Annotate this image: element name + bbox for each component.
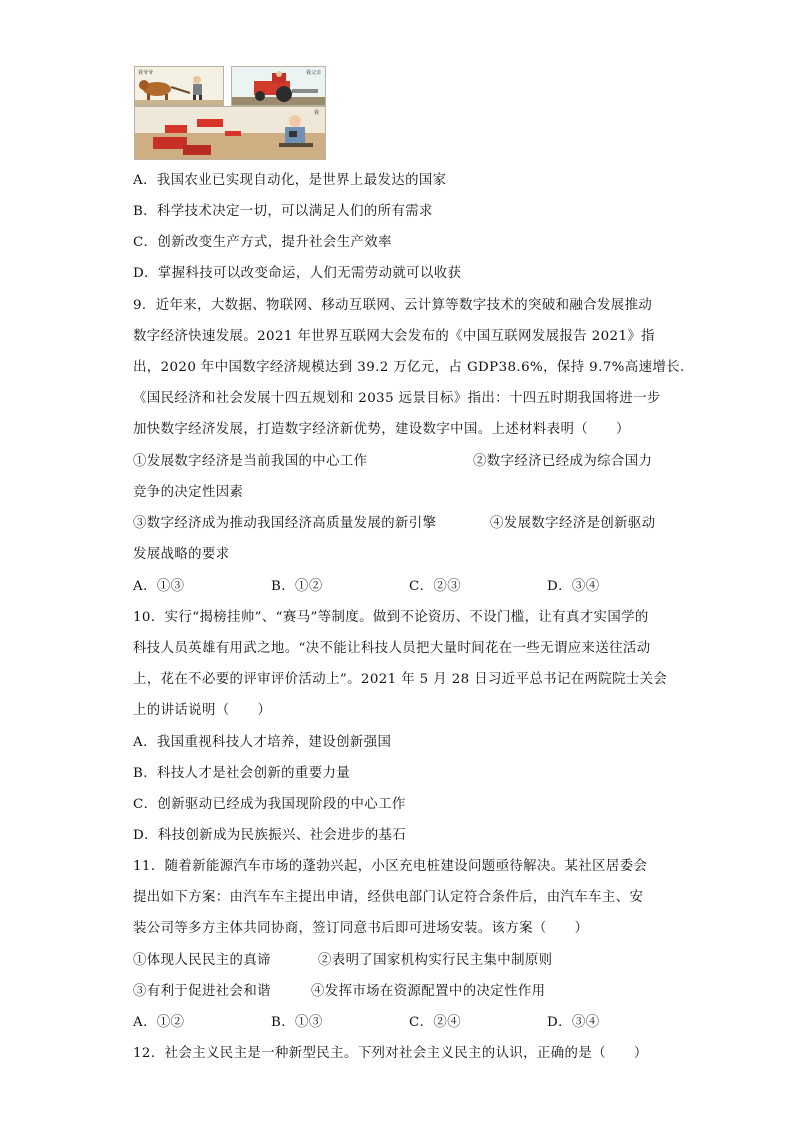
q9-choice-a: A．①③ <box>133 579 185 594</box>
q11-statement-3: ③有利于促进社会和谐 <box>133 984 271 999</box>
automated-farm-image <box>135 107 325 159</box>
q9-statement-3: ③数字经济成为推动我国经济高质量发展的新引擎 <box>133 516 437 531</box>
q9-statement-1: ①发展数字经济是当前我国的中心工作 <box>133 454 368 469</box>
q9-statement-4: ④发展数字经济是创新驱动 <box>490 516 656 531</box>
cartoon-panel-me <box>134 106 326 160</box>
panel-caption: 我 <box>313 110 319 116</box>
q11-statement-1: ①体现人民民主的真谛 <box>133 953 271 968</box>
q9-stem-line: 数字经济快速发展。2021 年世界互联网大会发布的《中国互联网发展报告 2021》指 <box>133 329 655 344</box>
q11-stem-line: 装公司等多方主体共同协商，签订同意书后即可进场安装。该方案（ ） <box>133 921 589 936</box>
q9-statement-2-cont: 竞争的决定性因素 <box>133 485 244 500</box>
q11-stem-line: 提出如下方案：由汽车车主提出申请，经供电部门认定符合条件后，由汽车车主、安 <box>133 890 644 905</box>
q10-stem-line: 上，花在不必要的评审评价活动上”。2021 年 5 月 28 日习近平总书记在两院院士关会 <box>133 672 668 687</box>
q10-stem-line: 上的讲话说明（ ） <box>133 703 272 718</box>
cartoon-panel-father <box>231 66 326 106</box>
q8-option-b: B．科学技术决定一切，可以满足人们的所有需求 <box>133 204 433 219</box>
q9-statement-4-cont: 发展战略的要求 <box>133 547 230 562</box>
panel-caption: 我爷爷 <box>138 70 154 76</box>
q8-option-a: A．我国农业已实现自动化，是世界上最发达的国家 <box>133 173 447 188</box>
q9-stem-line: 加快数字经济发展，打造数字经济新优势，建设数字中国。上述材料表明（ ） <box>133 422 630 437</box>
cartoon-panel-grandfather <box>134 66 224 106</box>
q11-choice-d: D．③④ <box>547 1015 600 1030</box>
q11-choice-c: C．②④ <box>409 1015 462 1030</box>
q10-option-b: B．科技人才是社会创新的重要力量 <box>133 766 351 781</box>
cartoon-illustration <box>134 66 324 158</box>
q9-stem-line: 9．近年来，大数据、物联网、移动互联网、云计算等数字技术的突破和融合发展推动 <box>133 298 653 313</box>
q9-choice-d: D．③④ <box>547 579 600 594</box>
q10-stem-line: 科技人员英雄有用武之地。“决不能让科技人员把大量时间花在一些无谓应来送往活动 <box>133 641 651 656</box>
q11-statement-4: ④发挥市场在资源配置中的决定性作用 <box>311 984 546 999</box>
q10-stem-line: 10．实行“揭榜挂帅”、“赛马”等制度。做到不论资历、不设门槛，让有真才实国学的 <box>133 610 649 625</box>
q9-choice-c: C．②③ <box>409 579 462 594</box>
q8-option-c: C．创新改变生产方式，提升社会生产效率 <box>133 235 392 250</box>
q12-stem: 12．社会主义民主是一种新型民主。下列对社会主义民主的认识，正确的是（ ） <box>133 1046 648 1061</box>
q8-option-d: D．掌握科技可以改变命运，人们无需劳动就可以收获 <box>133 266 462 281</box>
q11-statement-2: ②表明了国家机构实行民主集中制原则 <box>318 953 553 968</box>
panel-caption: 我父亲 <box>305 70 321 76</box>
q10-option-a: A．我国重视科技人才培养，建设创新强国 <box>133 735 392 750</box>
q10-option-c: C．创新驱动已经成为我国现阶段的中心工作 <box>133 797 406 812</box>
q11-stem-line: 11．随着新能源汽车市场的蓬勃兴起，小区充电桩建设问题亟待解决。某社区居委会 <box>133 859 648 874</box>
q10-option-d: D．科技创新成为民族振兴、社会进步的基石 <box>133 828 407 843</box>
q9-statement-2: ②数字经济已经成为综合国力 <box>473 454 653 469</box>
q11-choices <box>133 1013 663 1133</box>
q9-stem-line: 出，2020 年中国数字经济规模达到 39.2 万亿元，占 GDP38.6%，保持 9.7%高速增长. <box>133 360 685 375</box>
q11-choice-a: A．①② <box>133 1015 185 1030</box>
q9-stem-line: 《国民经济和社会发展十四五规划和 2035 远景目标》指出：十四五时期我国将进一步 <box>133 391 661 406</box>
q11-choice-b: B．①③ <box>271 1015 323 1030</box>
q9-choice-b: B．①② <box>271 579 323 594</box>
